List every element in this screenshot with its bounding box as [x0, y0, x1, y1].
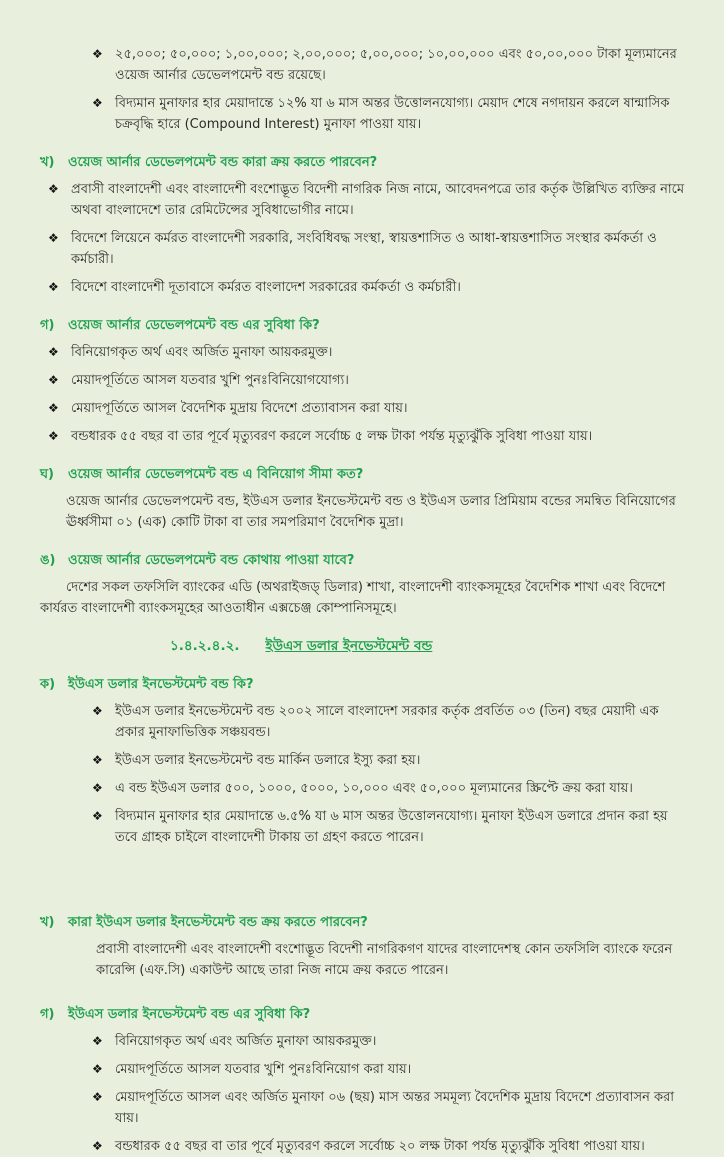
section-label: ঙ)	[40, 553, 56, 568]
section-heading	[40, 674, 690, 695]
diamond-bullet-icon: ❖	[48, 401, 59, 415]
subsection-title: ইউএস ডলার ইনভেস্টমেন্ট বন্ড	[265, 638, 433, 654]
bullet-item	[48, 277, 690, 298]
bullet-text: বিদ্যমান মুনাফার হার মেয়াদান্তে ৬.৫% যা ৬ মাস অন্তর উত্তোলনযোগ্য। মুনাফা ইউএস ডলারে প্রদান করা হয় তবে গ্রাহক চাইলে বাংলাদেশী টাকায় তা গ্রহণ করতে পারেন।	[115, 809, 668, 845]
bullet-item	[92, 750, 690, 771]
bullet-text: ইউএস ডলার ইনভেস্টমেন্ট বন্ড ২০০২ সালে বাংলাদেশ সরকার কর্তৃক প্রবর্তিত ০৩ (তিন) বছর মেয়াদী এক প্রকার মুনাফাভিত্তিক সঞ্চয়বন্ড।	[115, 704, 659, 740]
diamond-bullet-icon: ❖	[92, 1139, 103, 1153]
bullet-list	[48, 179, 690, 298]
bullet-item	[48, 228, 690, 270]
bullet-text: মেয়াদপূর্তিতে আসল বৈদেশিক মুদ্রায় বিদেশে প্রত্যাবাসন করা যায়।	[71, 401, 408, 416]
section-heading	[40, 1004, 690, 1025]
section-label: খ)	[40, 155, 55, 170]
section-label: ক)	[40, 677, 56, 692]
bullet-text: বিনিয়োগকৃত অর্থ এবং অর্জিত মুনাফা আয়করমুক্ত।	[115, 1034, 377, 1049]
section-heading	[40, 464, 690, 485]
bullet-text: মেয়াদপূর্তিতে আসল যতবার খুশি পুনঃবিনিয়োগ করা যায়।	[115, 1062, 412, 1077]
bullet-item	[92, 93, 690, 135]
diamond-bullet-icon: ❖	[48, 345, 59, 359]
intro-bullet-list	[92, 44, 690, 135]
section-title: ইউএস ডলার ইনভেস্টমেন্ট বন্ড কি?	[68, 677, 254, 692]
bullet-item	[48, 426, 690, 447]
bullet-text: বিনিয়োগকৃত অর্থ এবং অর্জিত মুনাফা আয়করমুক্ত।	[71, 345, 333, 360]
blank-spacer	[40, 981, 690, 987]
diamond-bullet-icon: ❖	[92, 1034, 103, 1048]
section-paragraph: প্রবাসী বাংলাদেশী এবং বাংলাদেশী বংশোদ্ভূত বিদেশী নাগরিকগণ যাদের বাংলাদেশস্থ কোন তফসিলি ব্যাংকে ফরেন কারেন্সি (এফ.সি) একাউন্ট আছে তারা নিজ নামে ক্রয় করতে পারেন।	[96, 942, 673, 978]
section-title: ওয়েজ আর্নার ডেভেলপমেন্ট বন্ড এর সুবিধা কি?	[68, 318, 320, 333]
bullet-text: বন্ডধারক ৫৫ বছর বা তার পূর্বে মৃত্যুবরণ করলে সর্বোচ্চ ২০ লক্ষ টাকা পর্যন্ত মৃত্যুঝুঁকি সুবিধা পাওয়া যায়।	[115, 1139, 645, 1154]
diamond-bullet-icon: ❖	[92, 1090, 103, 1104]
bullet-item	[48, 370, 690, 391]
bullet-text: ২৫,০০০; ৫০,০০০; ১,০০,০০০; ২,০০,০০০; ৫,০০,০০০; ১০,০০,০০০ এবং ৫০,০০,০০০ টাকা মূল্যমানের ওয়েজ আর্নার ডেভেলপমেন্ট বন্ড রয়েছে।	[115, 47, 677, 83]
bullet-item	[92, 1031, 690, 1052]
bullet-item	[92, 701, 690, 743]
section-paragraph: ওয়েজ আর্নার ডেভেলপমেন্ট বন্ড, ইউএস ডলার ইনভেস্টমেন্ট বন্ড ও ইউএস ডলার প্রিমিয়াম বন্ডের সমন্বিত বিনিয়োগের ঊর্ধ্বসীমা ০১ (এক) কোটি টাকা বা তার সমপরিমাণ বৈদেশিক মুদ্রা।	[66, 494, 676, 530]
section-label: ঘ)	[40, 467, 54, 482]
section-heading	[40, 550, 690, 571]
bullet-item	[92, 778, 690, 799]
bullet-item	[92, 1087, 690, 1129]
bullet-text: ইউএস ডলার ইনভেস্টমেন্ট বন্ড মার্কিন ডলারে ইস্যু করা হয়।	[115, 753, 421, 768]
section-heading	[40, 912, 690, 933]
section-wage-availability	[40, 550, 690, 619]
bullet-text: বন্ডধারক ৫৫ বছর বা তার পূর্বে মৃত্যুবরণ করলে সর্বোচ্চ ৫ লক্ষ টাকা পর্যন্ত মৃত্যুঝুঁকি সুবিধা পাওয়া যায়।	[71, 429, 593, 444]
bullet-item	[92, 1136, 690, 1157]
bullet-item	[92, 1059, 690, 1080]
section-title: ওয়েজ আর্নার ডেভেলপমেন্ট বন্ড কোথায় পাওয়া যাবে?	[68, 553, 355, 568]
bullet-text: মেয়াদপূর্তিতে আসল যতবার খুশি পুনঃবিনিয়োগযোগ্য।	[71, 373, 349, 388]
diamond-bullet-icon: ❖	[48, 182, 59, 196]
section-title: ইউএস ডলার ইনভেস্টমেন্ট বন্ড এর সুবিধা কি?	[68, 1007, 311, 1022]
bullet-list	[48, 342, 690, 447]
section-usd-what	[40, 674, 690, 848]
diamond-bullet-icon: ❖	[48, 373, 59, 387]
section-label: গ)	[40, 1007, 55, 1022]
diamond-bullet-icon: ❖	[48, 231, 59, 245]
bullet-item	[48, 342, 690, 363]
bullet-text: এ বন্ড ইউএস ডলার ৫০০, ১০০০, ৫০০০, ১০,০০০ এবং ৫০,০০০ মূল্যমানের স্ক্রিপ্টে ক্রয় করা যায়।	[115, 781, 633, 796]
bullet-item	[48, 179, 690, 221]
bullet-list	[92, 1031, 690, 1157]
bullet-text: মেয়াদপূর্তিতে আসল এবং অর্জিত মুনাফা ০৬ (ছয়) মাস অন্তর সমমূল্য বৈদেশিক মুদ্রায় বিদেশে প্রত্যাবাসন করা যায়।	[115, 1090, 675, 1126]
diamond-bullet-icon: ❖	[92, 1062, 103, 1076]
diamond-bullet-icon: ❖	[48, 280, 59, 294]
bullet-item	[92, 806, 690, 848]
section-heading	[40, 315, 690, 336]
section-wage-limit	[40, 464, 690, 533]
diamond-bullet-icon: ❖	[92, 809, 103, 823]
diamond-bullet-icon: ❖	[92, 96, 103, 110]
section-usd-benefits	[40, 1004, 690, 1157]
section-title: কারা ইউএস ডলার ইনভেস্টমেন্ট বন্ড ক্রয় করতে পারবেন?	[68, 915, 368, 930]
diamond-bullet-icon: ❖	[92, 47, 103, 61]
bullet-text: প্রবাসী বাংলাদেশী এবং বাংলাদেশী বংশোদ্ভূত বিদেশী নাগরিক নিজ নামে, আবেদনপত্রে তার কর্তৃক উল্লিখিত ব্যক্তির নামে অথবা বাংলাদেশে তার রেমিটেন্সের সুবিধাভোগীর নামে।	[71, 182, 685, 218]
bullet-text: বিদেশে বাংলাদেশী দূতাবাসে কর্মরত বাংলাদেশ সরকারের কর্মকর্তা ও কর্মচারী।	[71, 280, 461, 295]
diamond-bullet-icon: ❖	[92, 753, 103, 767]
section-label: খ)	[40, 915, 55, 930]
subsection-number: ১.৪.২.৪.২.	[170, 638, 240, 654]
bullet-text: বিদেশে লিয়েনে কর্মরত বাংলাদেশী সরকারি, সংবিধিবদ্ধ সংস্থা, স্বায়ত্তশাসিত ও আধা-স্বায়ত্তশাসিত সংস্থার কর্মকর্তা ও কর্মচারী।	[71, 231, 657, 267]
diamond-bullet-icon: ❖	[92, 704, 103, 718]
bullet-text: বিদ্যমান মুনাফার হার মেয়াদান্তে ১২% যা ৬ মাস অন্তর উত্তোলনযোগ্য। মেয়াদ শেষে নগদায়ন করলে ষান্মাসিক চক্রবৃদ্ধি হারে (Compound Interest) মুনাফা পাওয়া যায়।	[115, 96, 670, 132]
subsection-heading	[170, 635, 690, 657]
bullet-item	[48, 398, 690, 419]
bullet-list	[92, 701, 690, 848]
section-title: ওয়েজ আর্নার ডেভেলপমেন্ট বন্ড এ বিনিয়োগ সীমা কত?	[68, 467, 364, 482]
bullet-item	[92, 44, 690, 86]
diamond-bullet-icon: ❖	[48, 429, 59, 443]
diamond-bullet-icon: ❖	[92, 781, 103, 795]
blank-spacer	[40, 855, 690, 895]
section-wage-buyers	[40, 152, 690, 298]
section-label: গ)	[40, 318, 55, 333]
section-heading	[40, 152, 690, 173]
section-usd-buyers	[40, 912, 690, 981]
section-wage-benefits	[40, 315, 690, 447]
section-paragraph: দেশের সকল তফসিলি ব্যাংকের এডি (অথরাইজড্ ডিলার) শাখা, বাংলাদেশী ব্যাংকসমূহের বৈদেশিক শাখা এবং বিদেশে কার্যরত বাংলাদেশী ব্যাংকসমূহের আওতাধীন এক্সচেঞ্জ কোম্পানিসমূহে।	[40, 580, 666, 616]
section-title: ওয়েজ আর্নার ডেভেলপমেন্ট বন্ড কারা ক্রয় করতে পারবেন?	[68, 155, 378, 170]
